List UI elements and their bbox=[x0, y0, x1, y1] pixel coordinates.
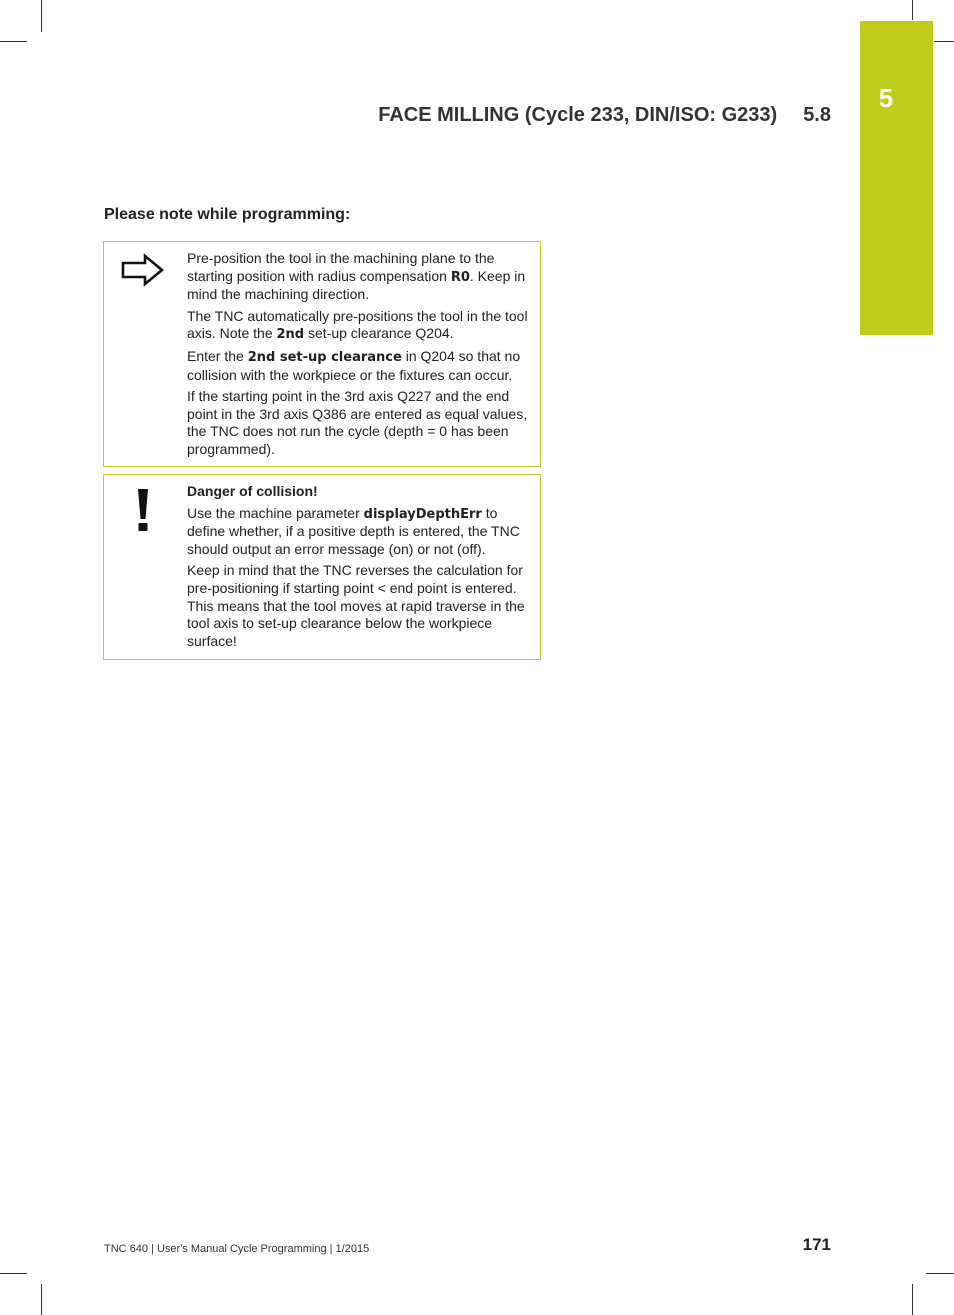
note-text bbox=[187, 250, 537, 463]
keyword: displayDepthErr bbox=[363, 506, 482, 522]
warning-paragraph: Use the machine parameter displayDepthErr to define whether, if a positive depth is entered, the TNC should output an error message (on) or not (off). bbox=[187, 504, 520, 557]
exclamation-icon bbox=[136, 487, 150, 538]
page-header bbox=[378, 104, 831, 127]
crop-mark bbox=[0, 1273, 27, 1274]
arrow-right-icon bbox=[120, 253, 166, 292]
note-paragraph: The TNC automatically pre-positions the tool in the tool axis. Note the 2nd set-up clearance Q204. bbox=[187, 307, 528, 343]
note-paragraph: Pre-position the tool in the machining plane to the starting position with radius compensation R0. Keep in mind the machining direction. bbox=[187, 250, 526, 303]
footer-text: TNC 640 | User's Manual Cycle Programming | 1/2015 bbox=[104, 1243, 370, 1255]
keyword: R0 bbox=[450, 269, 470, 285]
note-paragraph: Enter the 2nd set-up clearance in Q204 so that no collision with the workpiece or the fixtures can occur. bbox=[187, 347, 521, 383]
warning-title: Danger of collision! bbox=[187, 483, 318, 499]
header-section-number: 5.8 bbox=[803, 104, 831, 126]
chapter-number: 5 bbox=[878, 83, 894, 113]
warning-box bbox=[103, 474, 541, 660]
subheading: Please note while programming: bbox=[104, 206, 351, 223]
page-number: 171 bbox=[802, 1235, 831, 1254]
keyword: 2nd bbox=[276, 327, 305, 343]
crop-mark bbox=[0, 41, 27, 42]
crop-mark bbox=[926, 1273, 954, 1274]
chapter-tab bbox=[860, 21, 933, 335]
warning-text bbox=[187, 483, 537, 654]
crop-mark bbox=[41, 1284, 42, 1315]
crop-mark bbox=[912, 0, 913, 20]
header-title: FACE MILLING (Cycle 233, DIN/ISO: G233) bbox=[378, 104, 778, 126]
warning-paragraph: Keep in mind that the TNC reverses the calculation for pre-positioning if starting point < end point is entered. This means that the tool moves at rapid traverse in the tool axis to set-up clearance below the workpiece surface! bbox=[187, 562, 525, 649]
crop-mark bbox=[41, 0, 42, 32]
note-paragraph: If the starting point in the 3rd axis Q227 and the end point in the 3rd axis Q386 are entered as equal values, the TNC does not run the cycle (depth = 0 has been programmed). bbox=[187, 388, 528, 457]
note-box bbox=[103, 241, 541, 467]
crop-mark bbox=[934, 41, 954, 42]
crop-mark bbox=[912, 1284, 913, 1315]
keyword: 2nd set-up clearance bbox=[247, 349, 402, 365]
